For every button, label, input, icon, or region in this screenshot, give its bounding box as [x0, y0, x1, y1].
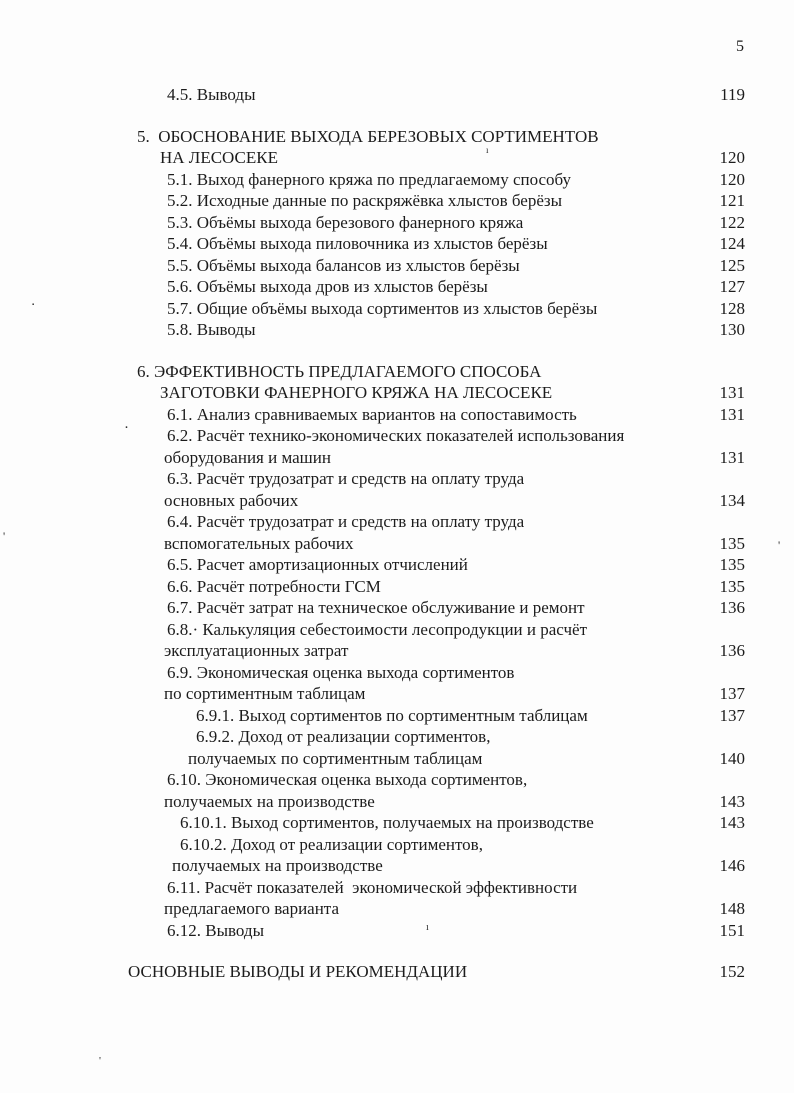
toc-entry-label: 5.7. Общие объёмы выхода сортиментов из хлыстов берёзы — [167, 298, 598, 318]
toc-entry-label: 6.10.2. Доход от реализации сортиментов, — [180, 834, 483, 854]
toc-row — [0, 683, 794, 705]
toc-entry-label: 5.8. Выводы — [167, 320, 256, 339]
toc-row — [0, 726, 794, 748]
toc-entry-page: 120 — [719, 169, 745, 189]
toc-row — [0, 791, 794, 813]
toc-entry-page: 143 — [719, 791, 745, 811]
toc-gap — [0, 941, 794, 961]
toc-row — [0, 298, 794, 320]
toc-entry-label: 6.11. Расчёт показателей экономической эффективности — [167, 877, 578, 897]
toc-entry-label: получаемых по сортиментным таблицам — [188, 748, 483, 768]
toc-entry-page: 143 — [719, 813, 745, 832]
toc — [0, 84, 794, 983]
toc-row — [0, 834, 794, 856]
toc-row — [0, 855, 794, 877]
toc-row — [0, 212, 794, 234]
toc-entry-page: 128 — [719, 298, 745, 318]
toc-entry-label: получаемых на производстве — [172, 856, 383, 875]
toc-row — [0, 255, 794, 277]
toc-entry-label: 6.9.2. Доход от реализации сортиментов, — [196, 727, 491, 746]
toc-row — [0, 147, 794, 169]
toc-row — [0, 961, 794, 983]
toc-entry-label: 6.12. Выводы — [167, 920, 265, 940]
toc-entry-page: 148 — [719, 899, 745, 918]
toc-row — [0, 382, 794, 404]
toc-entry-label: 6.4. Расчёт трудозатрат и средств на оплату труда — [167, 512, 525, 531]
scan-speck: ▪ — [32, 302, 35, 308]
toc-entry-page: 131 — [719, 383, 745, 402]
toc-entry-page: 134 — [719, 490, 745, 510]
toc-entry-label: НА ЛЕСОСЕКЕ — [160, 148, 278, 167]
scan-speck: ' — [3, 529, 6, 543]
toc-row — [0, 84, 794, 106]
toc-entry-page: 140 — [719, 748, 745, 768]
toc-entry-page: 152 — [719, 962, 745, 981]
toc-entry-label: 6.7. Расчёт затрат на техническое обслуживание и ремонт — [167, 598, 585, 617]
toc-row — [0, 640, 794, 662]
toc-row — [0, 619, 794, 641]
toc-row — [0, 769, 794, 791]
toc-row — [0, 447, 794, 469]
toc-row — [0, 361, 794, 383]
toc-entry-page: 119 — [720, 85, 745, 104]
scan-speck: ' — [778, 538, 781, 552]
toc-entry-page: 135 — [719, 533, 745, 553]
toc-entry-label: 6.9. Экономическая оценка выхода сортиментов — [167, 662, 515, 682]
toc-entry-label: 6.1. Анализ сравниваемых вариантов на сопоставимость — [167, 404, 577, 424]
toc-row — [0, 425, 794, 447]
toc-entry-label: 6.3. Расчёт трудозатрат и средств на оплату труда — [167, 469, 525, 488]
toc-row — [0, 126, 794, 148]
scan-speck: ' — [99, 1055, 101, 1067]
toc-row — [0, 233, 794, 255]
scan-speck: ı — [426, 922, 429, 933]
toc-entry-page: 136 — [719, 641, 745, 660]
toc-entry-label: 5.3. Объёмы выхода березового фанерного кряжа — [167, 212, 524, 232]
toc-row — [0, 812, 794, 834]
toc-entry-label: получаемых на производстве — [164, 791, 375, 811]
toc-entry-label: вспомогательных рабочих — [164, 533, 354, 553]
toc-entry-label: 5.1. Выход фанерного кряжа по предлагаемому способу — [167, 169, 572, 189]
toc-entry-label: 4.5. Выводы — [167, 85, 256, 104]
toc-entry-label: 6. ЭФФЕКТИВНОСТЬ ПРЕДЛАГАЕМОГО СПОСОБА — [137, 361, 542, 381]
toc-entry-label: основных рабочих — [164, 490, 299, 510]
scan-speck: · — [124, 420, 129, 436]
toc-row — [0, 468, 794, 490]
toc-entry-label: по сортиментным таблицам — [164, 684, 366, 703]
toc-entry-label: 6.8.· Калькуляция себестоимости лесопродукции и расчёт — [167, 619, 588, 639]
toc-row — [0, 705, 794, 727]
toc-entry-label: 5.5. Объёмы выхода балансов из хлыстов берёзы — [167, 255, 520, 275]
toc-row — [0, 920, 794, 942]
toc-entry-label: эксплуатационных затрат — [164, 641, 349, 660]
toc-entry-page: 136 — [719, 598, 745, 617]
toc-row — [0, 597, 794, 619]
toc-entry-label: 6.10. Экономическая оценка выхода сортиментов, — [167, 770, 528, 789]
toc-entry-page: 120 — [719, 148, 745, 167]
toc-row — [0, 662, 794, 684]
toc-entry-page: 135 — [719, 555, 745, 574]
toc-row — [0, 511, 794, 533]
toc-row — [0, 169, 794, 191]
toc-entry-page: 137 — [719, 705, 745, 725]
page-number: 5 — [736, 38, 744, 55]
scan-speck: ı — [486, 145, 489, 155]
toc-entry-page: 146 — [719, 856, 745, 875]
toc-row — [0, 319, 794, 341]
toc-row — [0, 748, 794, 770]
toc-entry-label: 5.4. Объёмы выхода пиловочника из хлыстов берёзы — [167, 234, 548, 253]
toc-row — [0, 276, 794, 298]
toc-entry-page: 137 — [719, 684, 745, 703]
toc-row — [0, 877, 794, 899]
toc-entry-label: ОСНОВНЫЕ ВЫВОДЫ И РЕКОМЕНДАЦИИ — [128, 962, 468, 981]
toc-row — [0, 533, 794, 555]
toc-entry-page: 131 — [719, 447, 745, 467]
toc-entry-label: 6.9.1. Выход сортиментов по сортиментным таблицам — [196, 705, 588, 725]
toc-entry-page: 151 — [719, 920, 745, 940]
toc-entry-label: 5.6. Объёмы выхода дров из хлыстов берёзы — [167, 277, 488, 296]
toc-entry-page: 131 — [719, 404, 745, 424]
toc-row — [0, 554, 794, 576]
toc-row — [0, 576, 794, 598]
toc-row — [0, 190, 794, 212]
toc-entry-label: 6.2. Расчёт технико-экономических показателей использования — [167, 426, 625, 445]
toc-entry-label: 6.5. Расчет амортизационных отчислений — [167, 555, 468, 574]
toc-gap — [0, 106, 794, 126]
toc-row — [0, 404, 794, 426]
toc-row — [0, 490, 794, 512]
toc-entry-page: 135 — [719, 576, 745, 596]
toc-entry-label: оборудования и машин — [164, 447, 331, 467]
toc-entry-label: 6.6. Расчёт потребности ГСМ — [167, 576, 381, 596]
toc-entry-page: 125 — [719, 255, 745, 275]
toc-entry-page: 127 — [719, 277, 745, 296]
toc-entry-page: 124 — [719, 234, 745, 253]
toc-row — [0, 898, 794, 920]
toc-entry-label: 5. ОБОСНОВАНИЕ ВЫХОДА БЕРЕЗОВЫХ СОРТИМЕНТОВ — [137, 126, 599, 146]
toc-gap — [0, 341, 794, 361]
toc-entry-label: ЗАГОТОВКИ ФАНЕРНОГО КРЯЖА НА ЛЕСОСЕКЕ — [160, 383, 553, 402]
toc-entry-label: 6.10.1. Выход сортиментов, получаемых на производстве — [180, 813, 594, 832]
toc-entry-page: 121 — [719, 191, 745, 210]
toc-entry-label: предлагаемого варианта — [164, 899, 339, 918]
toc-entry-page: 122 — [719, 212, 745, 232]
toc-entry-page: 130 — [719, 320, 745, 339]
toc-entry-label: 5.2. Исходные данные по раскряжёвка хлыстов берёзы — [167, 191, 563, 210]
